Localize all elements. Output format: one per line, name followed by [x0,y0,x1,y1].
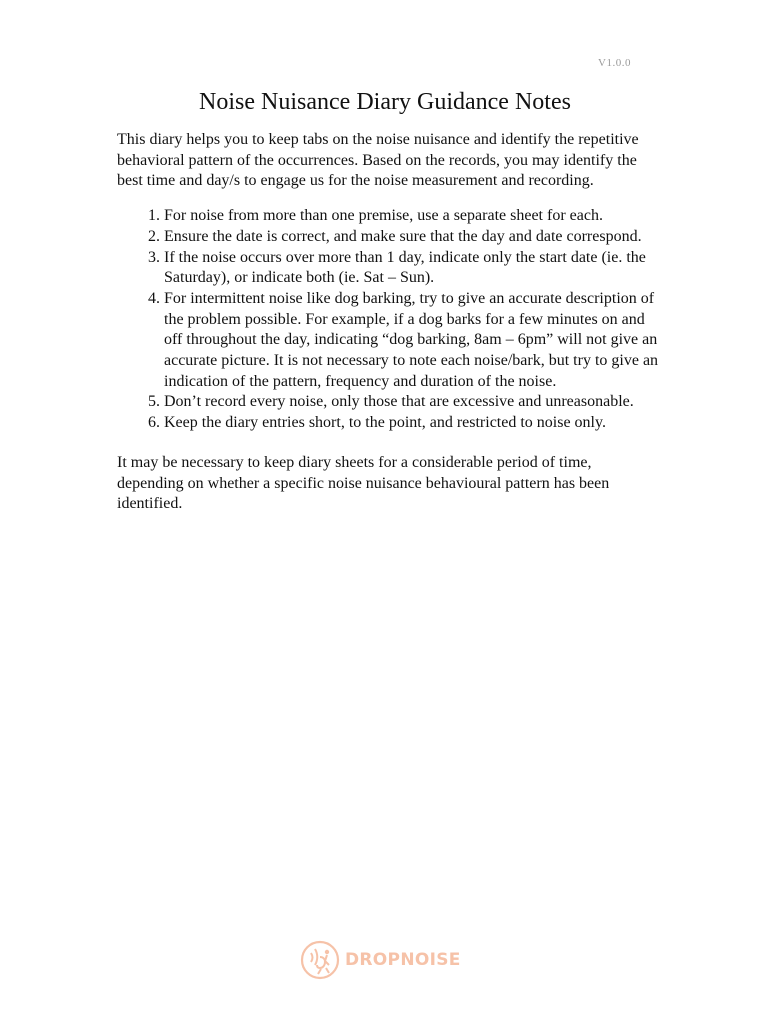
list-item: 1. For noise from more than one premise, use a separate sheet for each. [164,206,662,227]
list-item: 5. Don’t record every noise, only those that are excessive and unreasonable. [164,392,662,413]
list-item: 2. Ensure the date is correct, and make sure that the day and date correspond. [164,227,662,248]
list-item: 4. For intermittent noise like dog barking, try to give an accurate description of the problem possible. For example, if a dog barks for a few minutes on and off throughout the day, indicating “dog barking, 8am – 6pm” will not give an accurate picture. It is not necessary to note each noise/bark, but try to give an indication of the pattern, frequency and duration of the noise. [164,289,662,393]
document-body [117,130,662,515]
version-label: V1.0.0 [598,57,631,69]
logo-wordmark: DROPNOISE [345,950,461,970]
dropnoise-logo-icon [299,939,341,981]
list-item: 3. If the noise occurs over more than 1 day, indicate only the start date (ie. the Saturday), or indicate both (ie. Sat – Sun). [164,248,662,289]
closing-paragraph: It may be necessary to keep diary sheets for a considerable period of time, depending on whether a specific noise nuisance behavioural pattern has been identified. [117,453,610,513]
guidance-list [117,206,662,434]
intro-paragraph: This diary helps you to keep tabs on the noise nuisance and identify the repetitive behavioral pattern of the occurrences. Based on the records, you may identify the best time and day/s to engage us for the noise measurement and recording. [117,131,639,190]
list-item: 6. Keep the diary entries short, to the point, and restricted to noise only. [164,413,662,434]
document-title: Noise Nuisance Diary Guidance Notes [199,89,571,115]
footer-logo [299,939,461,981]
